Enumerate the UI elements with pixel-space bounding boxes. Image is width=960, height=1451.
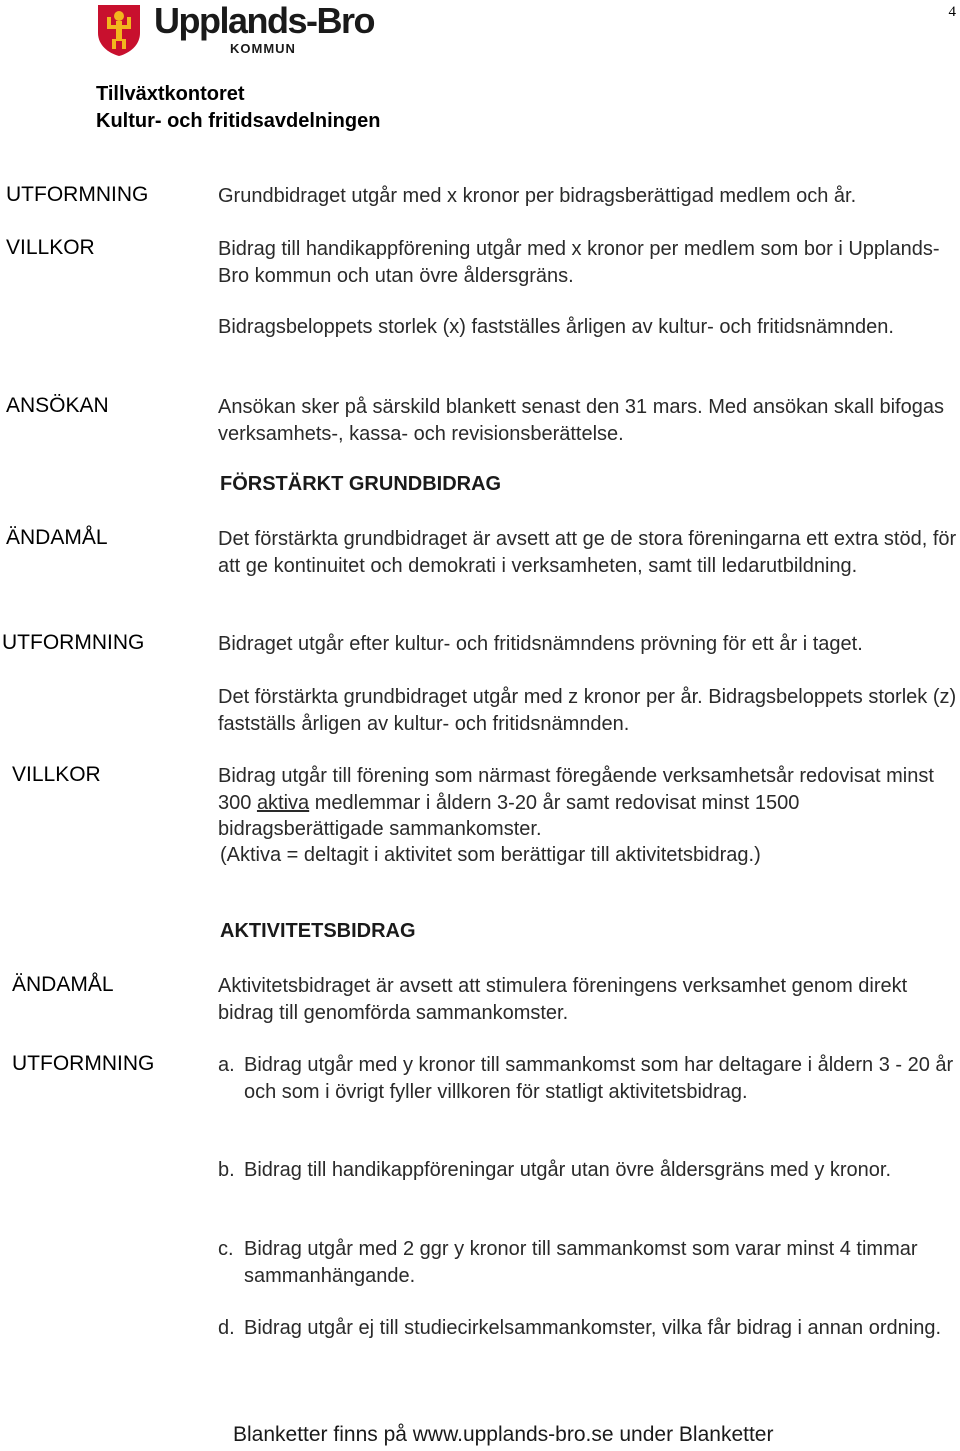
utformning-text: Bidraget utgår efter kultur- och fritidsnämndens prövning för ett år i taget. <box>218 633 863 655</box>
andamal-label: ÄNDAMÅL <box>6 526 108 549</box>
logo-sub: KOMMUN <box>230 41 296 56</box>
coat-of-arms-icon <box>96 3 142 57</box>
utformning-label: UTFORMNING <box>2 631 145 654</box>
section-heading-forstarkt: FÖRSTÄRKT GRUNDBIDRAG <box>220 473 502 495</box>
ansokan-text: Ansökan sker på särskild blankett senast den 31 mars. Med ansökan skall bifogas verksamhets-, kassa- och revisionsberättelse. <box>218 396 944 445</box>
org-line-2: Kultur- och fritidsavdelningen <box>96 110 381 132</box>
villkor-label: VILLKOR <box>12 763 101 786</box>
list-marker: d. <box>218 1317 235 1339</box>
villkor-text-post: medlemmar i åldern 3-20 år samt redovisat minst 1500 bidragsberättigade sammankomster. <box>218 791 800 840</box>
list-item-text: Bidrag till handikappföreningar utgår utan övre åldersgräns med y kronor. <box>244 1159 892 1181</box>
villkor-text-2: Bidragsbeloppets storlek (x) fastställes årligen av kultur- och fritidsnämnden. <box>218 316 894 338</box>
list-item <box>218 1236 958 1289</box>
list-item-text: Bidrag utgår med y kronor till sammankomst som har deltagare i åldern 3 - 20 år och som i övrigt fyller villkoren för statligt aktivitetsbidrag. <box>244 1054 954 1103</box>
section-heading-aktivitetsbidrag: AKTIVITETSBIDRAG <box>220 920 416 942</box>
villkor-label: VILLKOR <box>6 236 95 259</box>
list-item <box>218 1052 958 1105</box>
andamal-label: ÄNDAMÅL <box>12 973 114 996</box>
org-line-1: Tillväxtkontoret <box>96 83 245 105</box>
villkor-text: Bidrag till handikappförening utgår med x kronor per medlem som bor i Upplands-Bro kommun och utan övre åldersgräns. <box>218 238 940 287</box>
page-number: 4 <box>948 4 956 20</box>
villkor-text <box>218 763 958 843</box>
footer-note: Blanketter finns på www.upplands-bro.se under Blanketter <box>233 1423 774 1446</box>
utformning-label: UTFORMNING <box>6 183 149 206</box>
list-item-text: Bidrag utgår ej till studiecirkelsammankomster, vilka får bidrag i annan ordning. <box>244 1317 942 1339</box>
utformning-label: UTFORMNING <box>12 1052 155 1075</box>
utformning-text-2: Det förstärkta grundbidraget utgår med z kronor per år. Bidragsbeloppets storlek (z) fastställs årligen av kultur- och fritidsnämnden. <box>218 686 957 735</box>
andamal-text: Det förstärkta grundbidraget är avsett att ge de stora föreningarna ett extra stöd, för att ge kontinuitet och demokrati i verksamheten, samt till ledarutbildning. <box>218 528 957 577</box>
villkor-text-aktiva: aktiva <box>256 791 310 814</box>
logo-name: Upplands-Bro <box>154 0 374 41</box>
utformning-text: Grundbidraget utgår med x kronor per bidragsberättigad medlem och år. <box>218 185 857 207</box>
list-item-text: Bidrag utgår med 2 ggr y kronor till sammankomst som varar minst 4 timmar sammanhängande. <box>244 1238 918 1287</box>
villkor-note: (Aktiva = deltagit i aktivitet som berättigar till aktivitetsbidrag.) <box>220 844 761 866</box>
list-marker: b. <box>218 1159 235 1181</box>
ansokan-label: ANSÖKAN <box>6 394 109 417</box>
list-marker: c. <box>218 1238 234 1260</box>
list-item <box>218 1315 958 1342</box>
list-item <box>218 1157 958 1184</box>
andamal-text: Aktivitetsbidraget är avsett att stimulera föreningens verksamhet genom direkt bidrag till genomförda sammankomster. <box>218 975 908 1024</box>
villkor-text-pre: Bidrag utgår till förening som närmast föregående verksamhetsår redovisat minst 300 <box>218 765 934 814</box>
list-marker: a. <box>218 1054 235 1076</box>
